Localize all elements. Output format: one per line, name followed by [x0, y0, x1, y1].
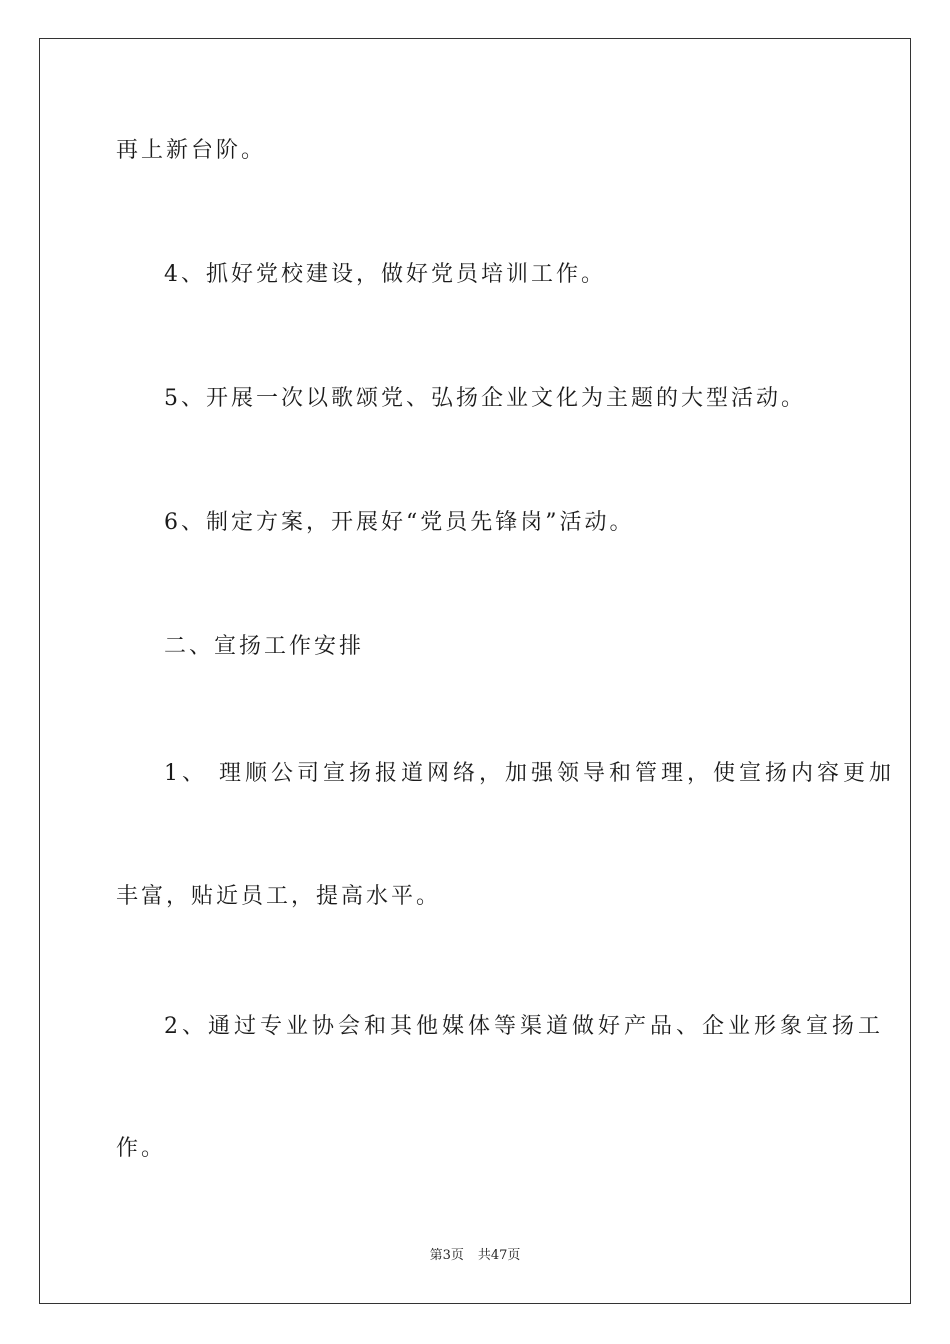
paragraph-line: 2、通过专业协会和其他媒体等渠道做好产品、企业形象宣扬工: [164, 1014, 884, 1039]
page-total: 共47页: [477, 1248, 521, 1263]
paragraph-line: 再上新台阶。: [116, 138, 267, 163]
paragraph-line: 作。: [116, 1136, 167, 1161]
paragraph-line: 丰富，贴近员工，提高水平。: [116, 884, 442, 909]
paragraph-line: 4、抓好党校建设，做好党员培训工作。: [164, 262, 606, 287]
page-footer: [0, 1246, 950, 1266]
paragraph-line: 1、 理顺公司宣扬报道网络，加强领导和管理，使宣扬内容更加: [164, 761, 895, 786]
paragraph-line: 6、制定方案，开展好“党员先锋岗”活动。: [164, 510, 635, 535]
page-number: 第3页: [429, 1248, 464, 1263]
paragraph-line: 5、开展一次以歌颂党、弘扬企业文化为主题的大型活动。: [164, 386, 806, 411]
page-border: [39, 38, 911, 1304]
section-heading: 二、宣扬工作安排: [164, 634, 365, 659]
